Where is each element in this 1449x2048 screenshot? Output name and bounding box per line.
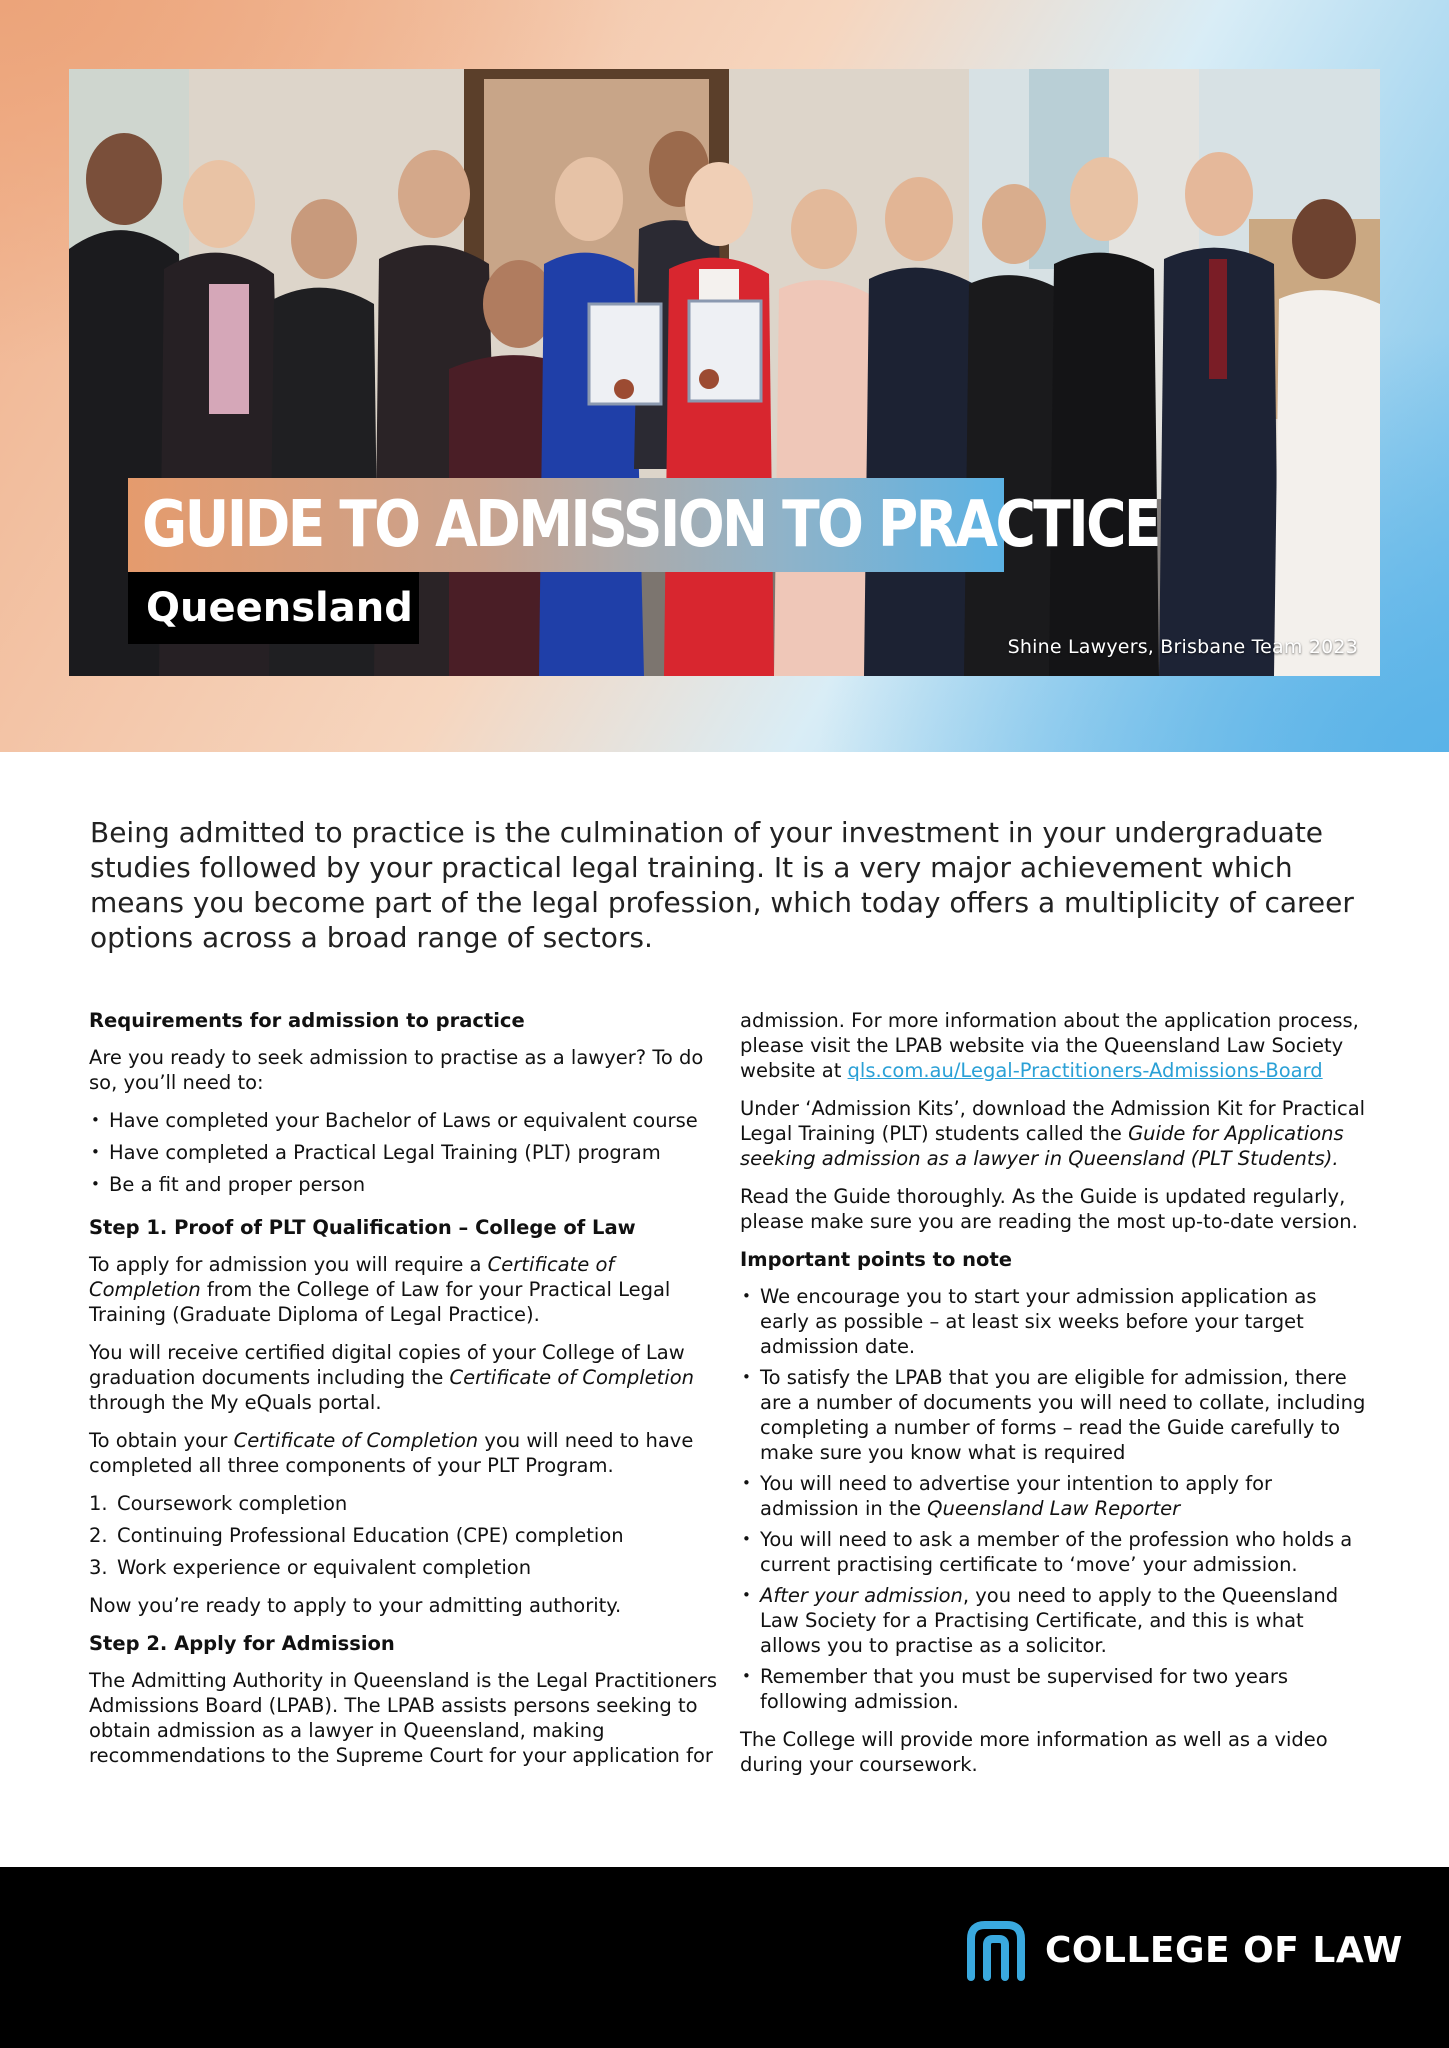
ready-paragraph: Now you’re ready to apply to your admitting authority. [89, 1594, 622, 1617]
state-label-band [128, 572, 419, 644]
step1-paragraph-1: To apply for admission you will require a Certificate of Completion from the College of Law for your Practical Legal Training (Graduate Diploma of Legal Practice). [89, 1253, 671, 1326]
step2-paragraph: The Admitting Authority in Queensland is the Legal Practitioners Admissions Board (LPAB). The LPAB assists persons seeking to obtain admission as a lawyer in Queensland, making recommendations to the Supreme Court for your application for [89, 1669, 717, 1767]
step1-paragraph-2: You will receive certified digital copies of your College of Law graduation documents including the Certificate of Completion through the My eQuals portal. [89, 1341, 695, 1414]
list-item: • Have completed your Bachelor of Laws or equivalent course [89, 1108, 719, 1133]
footer [0, 1867, 1449, 2048]
step1-heading: Step 1. Proof of PLT Qualification – College of Law [89, 1216, 636, 1239]
requirements-intro: Are you ready to seek admission to practise as a lawyer? To do so, you’ll need to: [89, 1046, 704, 1094]
college-of-law-logo-icon [965, 1919, 1027, 1981]
logo-text: COLLEGE OF LAW [1045, 1929, 1403, 1971]
hero-banner [0, 0, 1449, 752]
important-points-heading: Important points to note [740, 1248, 1012, 1271]
guide-title: GUIDE TO ADMISSION TO PRACTICE [142, 488, 1159, 562]
important-points-list [740, 1284, 1370, 1714]
list-item: • You will need to advertise your intention to apply for admission in the Queensland Law Reporter [740, 1471, 1370, 1521]
list-item: • Be a fit and proper person [89, 1172, 719, 1197]
college-of-law-logo [965, 1919, 1403, 1981]
state-label: Queensland [146, 585, 413, 631]
requirements-heading: Requirements for admission to practice [89, 1009, 525, 1032]
guide-title-band [128, 478, 1159, 572]
requirements-list [89, 1108, 719, 1197]
list-item: • After your admission, you need to apply to the Queensland Law Society for a Practising Certificate, and this is what allows you to practise as a solicitor. [740, 1583, 1370, 1658]
photo-caption: Shine Lawyers, Brisbane Team 2023 [1007, 636, 1358, 658]
step1-paragraph-3: To obtain your Certificate of Completion you will need to have completed all three components of your PLT Program. [89, 1429, 694, 1477]
list-item: • We encourage you to start your admission application as early as possible – at least six weeks before your target admission date. [740, 1284, 1370, 1359]
closing-paragraph: The College will provide more information as well as a video during your coursework. [740, 1728, 1328, 1776]
list-item: • Remember that you must be supervised for two years following admission. [740, 1664, 1370, 1714]
list-item: 2. Continuing Professional Education (CPE) completion [89, 1524, 624, 1547]
read-guide-paragraph: Read the Guide thoroughly. As the Guide is updated regularly, please make sure you are reading the most up-to-date version. [740, 1185, 1358, 1233]
list-item: 3. Work experience or equivalent completion [89, 1556, 532, 1579]
left-column [89, 1008, 719, 1781]
qls-lpab-link[interactable]: qls.com.au/Legal-Practitioners-Admissions-Board [847, 1059, 1323, 1082]
right-column [740, 1008, 1370, 1790]
admission-kits-paragraph: Under ‘Admission Kits’, download the Admission Kit for Practical Legal Training (PLT) students called the Guide for Applications seeking admission as a lawyer in Queensland (PLT Students). [740, 1097, 1366, 1170]
list-item: • You will need to ask a member of the profession who holds a current practising certificate to ‘move’ your admission. [740, 1527, 1370, 1577]
list-item: 1. Coursework completion [89, 1492, 348, 1515]
list-item: • Have completed a Practical Legal Training (PLT) program [89, 1140, 719, 1165]
step2-heading: Step 2. Apply for Admission [89, 1632, 395, 1655]
list-item: • To satisfy the LPAB that you are eligible for admission, there are a number of documents you will need to collate, including completing a number of forms – read the Guide carefully to make sure you know what is required [740, 1365, 1370, 1465]
intro-paragraph: Being admitted to practice is the culmination of your investment in your undergraduate studies followed by your practical legal training. It is a very major achievement which means you become part of the legal profession, which today offers a multiplicity of career options across a broad range of sectors. [90, 816, 1354, 954]
components-list [89, 1491, 719, 1580]
lpab-paragraph: admission. For more information about the application process, please visit the LPAB website via the Queensland Law Society website at qls.com.au/Legal-Practitioners-Admissions-Board [740, 1009, 1359, 1082]
